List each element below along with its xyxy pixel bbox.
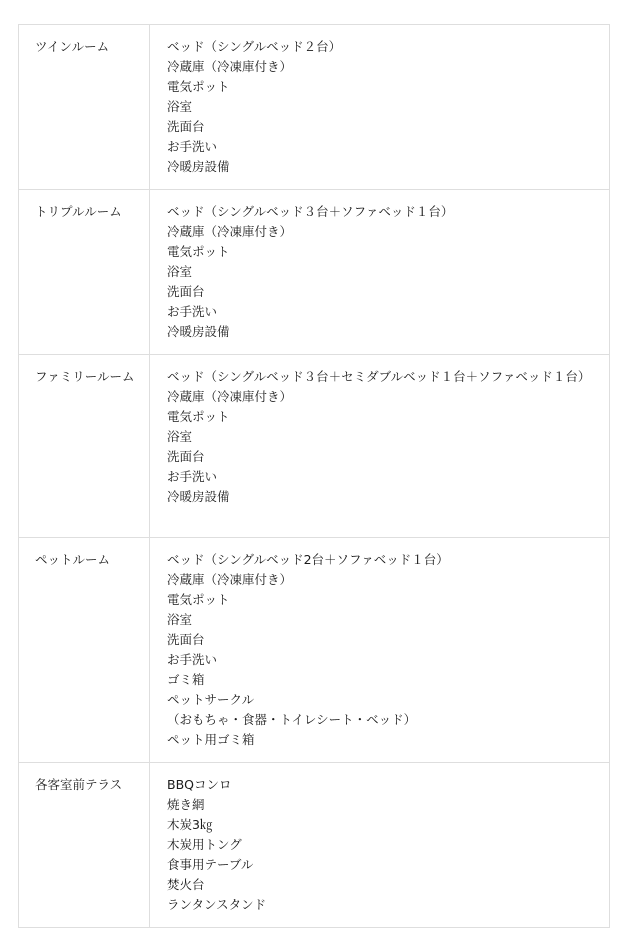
list-item: 冷暖房設備 bbox=[167, 324, 230, 339]
list-item: 電気ポット bbox=[167, 592, 230, 607]
list-item: ペット用ゴミ箱 bbox=[167, 732, 255, 747]
room-name: ペットルーム bbox=[35, 552, 111, 567]
list-item: 浴室 bbox=[167, 612, 193, 627]
table-row bbox=[19, 763, 610, 928]
amenity-list bbox=[150, 25, 610, 190]
list-item: お手洗い bbox=[167, 304, 218, 319]
list-item: 冷暖房設備 bbox=[167, 159, 230, 174]
list-item: お手洗い bbox=[167, 652, 218, 667]
amenity-list bbox=[150, 190, 610, 355]
room-name-cell bbox=[19, 763, 150, 928]
room-name-cell bbox=[19, 355, 150, 538]
list-item: 浴室 bbox=[167, 99, 193, 114]
room-name: トリプルルーム bbox=[35, 204, 122, 219]
list-item: 焚火台 bbox=[167, 877, 205, 892]
table-row bbox=[19, 190, 610, 355]
room-name-cell bbox=[19, 538, 150, 763]
list-item: 洗面台 bbox=[167, 632, 205, 647]
room-amenities-table bbox=[18, 24, 610, 928]
list-item: ベッド（シングルベッド２台） bbox=[167, 39, 342, 54]
list-item: ベッド（シングルベッド３台＋セミダブルベッド１台＋ソファベッド１台） bbox=[167, 369, 591, 384]
list-item: 洗面台 bbox=[167, 284, 205, 299]
list-item: 冷暖房設備 bbox=[167, 489, 230, 504]
room-name: ファミリールーム bbox=[35, 369, 135, 384]
list-item: ゴミ箱 bbox=[167, 672, 205, 687]
list-item: 浴室 bbox=[167, 264, 193, 279]
table-row bbox=[19, 25, 610, 190]
amenity-list bbox=[150, 763, 610, 928]
amenity-list bbox=[150, 538, 610, 763]
list-item: 冷蔵庫（冷凍庫付き） bbox=[167, 224, 293, 239]
list-item: 浴室 bbox=[167, 429, 193, 444]
room-name-cell bbox=[19, 190, 150, 355]
table-row bbox=[19, 538, 610, 763]
amenity-list bbox=[150, 355, 610, 538]
list-item: 木炭用トング bbox=[167, 837, 242, 852]
list-item: ランタンスタンド bbox=[167, 897, 267, 912]
list-item: ベッド（シングルベッド３台＋ソファベッド１台） bbox=[167, 204, 454, 219]
list-item: 電気ポット bbox=[167, 244, 230, 259]
list-item: 洗面台 bbox=[167, 449, 205, 464]
list-item: 洗面台 bbox=[167, 119, 205, 134]
list-item: （おもちゃ・食器・トイレシート・ベッド） bbox=[167, 712, 417, 727]
room-name: 各客室前テラス bbox=[35, 777, 123, 792]
list-item: 冷蔵庫（冷凍庫付き） bbox=[167, 59, 293, 74]
list-item: お手洗い bbox=[167, 469, 218, 484]
list-item: 電気ポット bbox=[167, 79, 230, 94]
list-item: 冷蔵庫（冷凍庫付き） bbox=[167, 572, 293, 587]
list-item: BBQコンロ bbox=[167, 777, 232, 792]
list-item: 食事用テーブル bbox=[167, 857, 254, 872]
list-item: 電気ポット bbox=[167, 409, 230, 424]
room-name-cell bbox=[19, 25, 150, 190]
table-row bbox=[19, 355, 610, 538]
list-item: 焼き網 bbox=[167, 797, 205, 812]
list-item: 木炭3㎏ bbox=[167, 817, 213, 832]
list-item: お手洗い bbox=[167, 139, 218, 154]
list-item: 冷蔵庫（冷凍庫付き） bbox=[167, 389, 293, 404]
room-name: ツインルーム bbox=[35, 39, 110, 54]
list-item: ベッド（シングルベッド2台＋ソファベッド１台） bbox=[167, 552, 449, 567]
list-item: ペットサークル bbox=[167, 692, 255, 707]
